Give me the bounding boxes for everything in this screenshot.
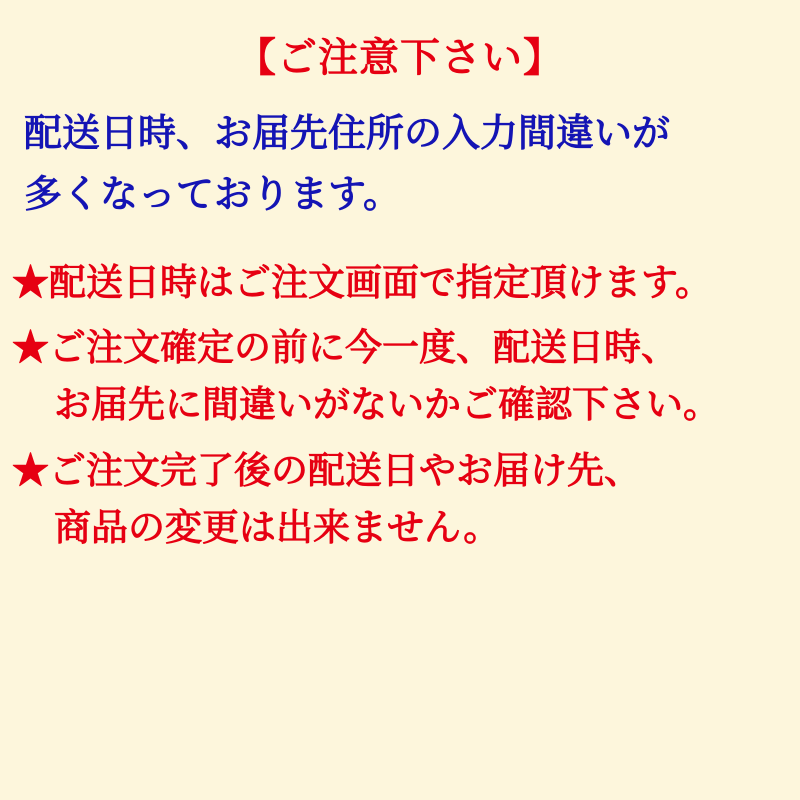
intro-line: 多くなっております。 bbox=[24, 173, 401, 216]
list-item bbox=[12, 442, 790, 557]
bullet-line bbox=[12, 442, 790, 499]
intro-line: 配送日時、お届先住所の入力間違いが bbox=[24, 113, 671, 155]
page-title: 【ご注意下さい】 bbox=[236, 36, 564, 80]
list-item bbox=[12, 254, 790, 311]
bullet-line: 商品の変更は出来ません。 bbox=[54, 506, 501, 548]
bullet-line bbox=[12, 319, 790, 376]
bullet-line bbox=[12, 254, 790, 311]
bullet-text: ご注文完了後の配送日やお届け先、 bbox=[49, 449, 641, 491]
list-item bbox=[12, 319, 790, 434]
intro-text bbox=[0, 82, 800, 226]
bullet-line: お届先に間違いがないかご確認下さい。 bbox=[54, 384, 720, 426]
bullet-list bbox=[0, 226, 800, 557]
star-icon: ★ bbox=[12, 449, 49, 491]
star-icon: ★ bbox=[12, 326, 49, 368]
bullet-text: 配送日時はご注文画面で指定頂けます。 bbox=[49, 261, 713, 303]
bullet-text: ご注文確定の前に今一度、配送日時、 bbox=[49, 326, 678, 368]
star-icon: ★ bbox=[12, 261, 49, 303]
